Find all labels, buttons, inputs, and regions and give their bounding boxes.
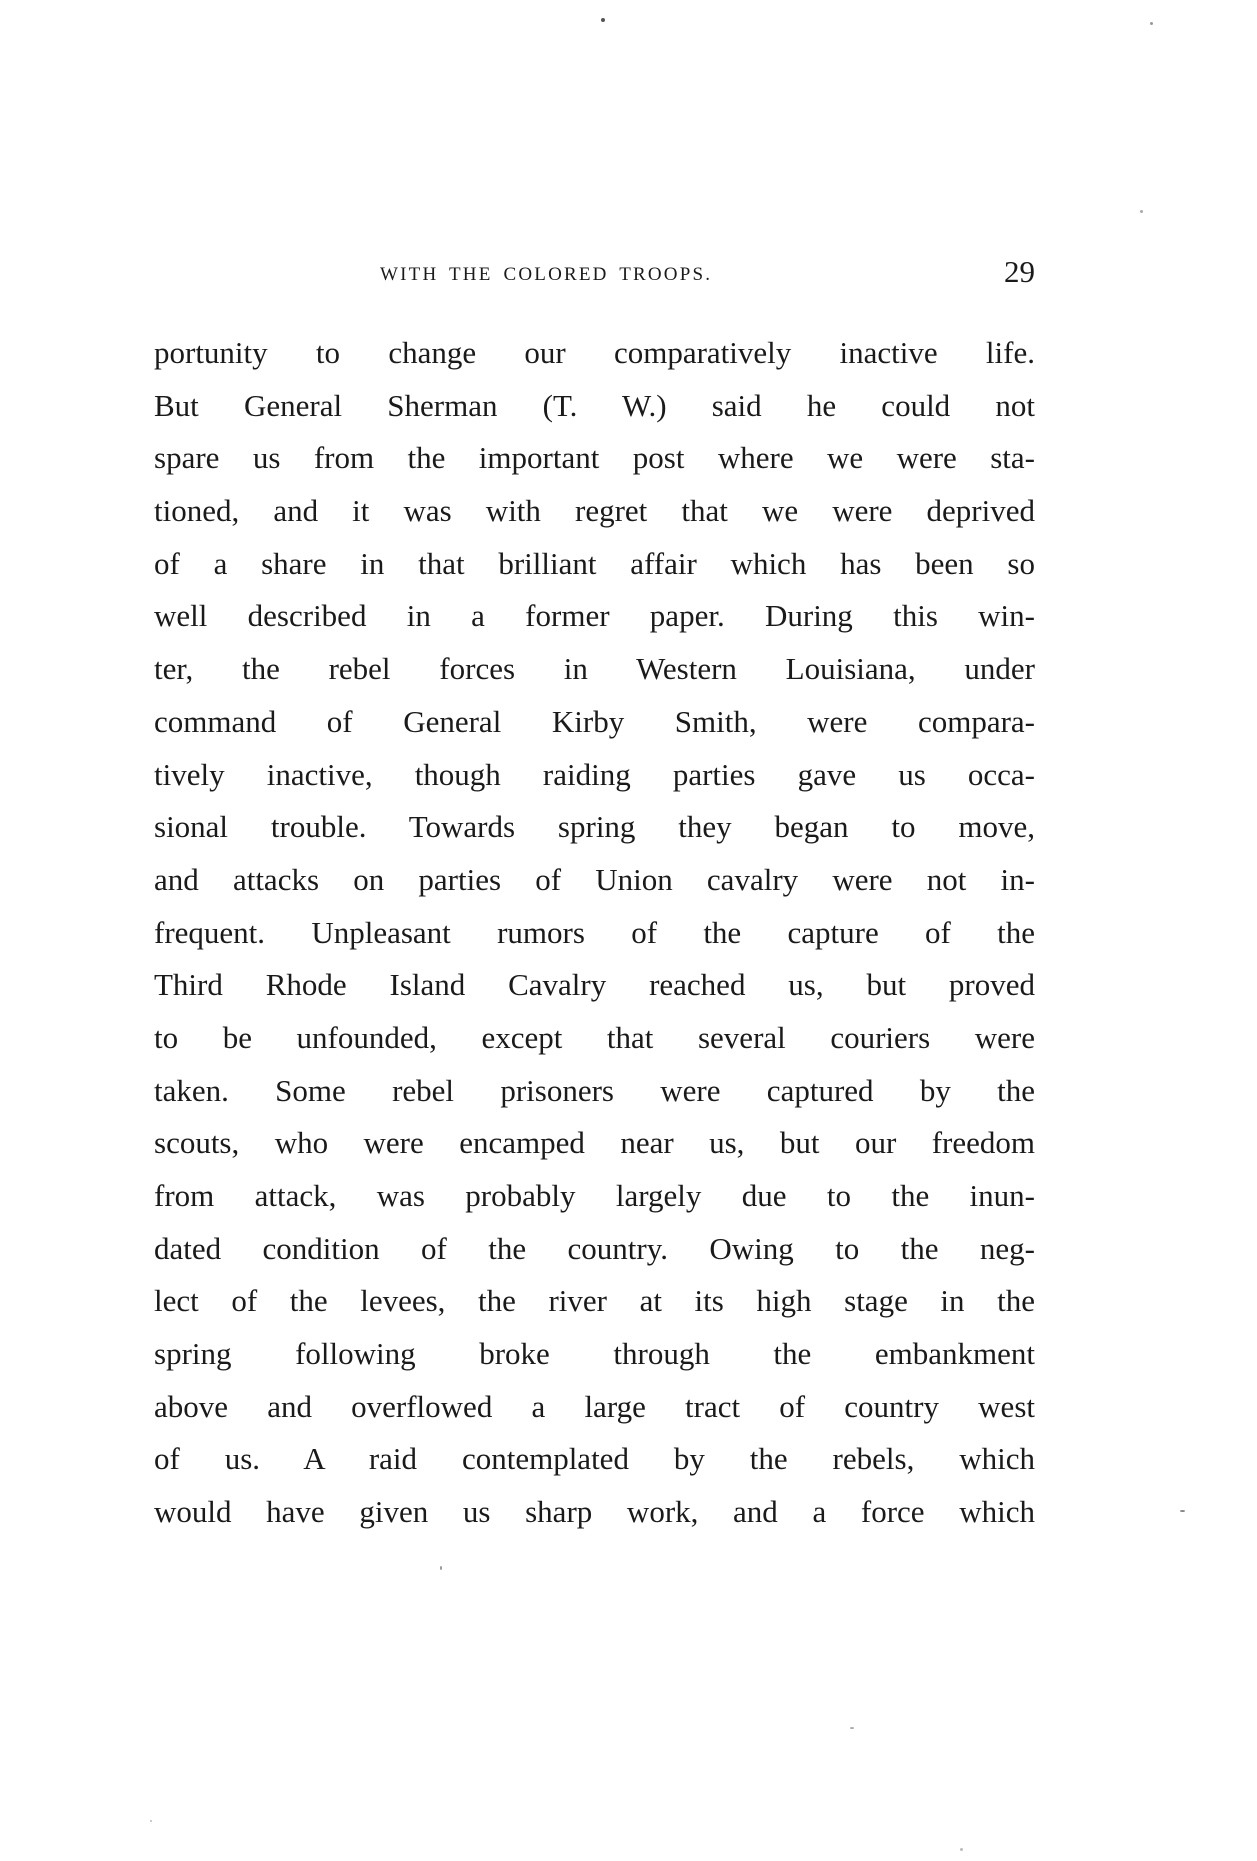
- text-line: frequent. Unpleasant rumors of the capture of the: [154, 914, 1035, 950]
- text-line: tioned, and it was with regret that we were deprived: [154, 493, 1035, 529]
- scan-speck: [150, 1820, 152, 1822]
- text-line: of a share in that brilliant affair which has been so: [154, 545, 1035, 581]
- body-text: [154, 327, 1035, 1539]
- text-line: scouts, who were encamped near us, but our freedom: [154, 1125, 1035, 1161]
- text-line: from attack, was probably largely due to the inun-: [154, 1178, 1035, 1213]
- text-line: and attacks on parties of Union cavalry were not in-: [154, 861, 1035, 897]
- text-line: dated condition of the country. Owing to the neg-: [154, 1230, 1035, 1266]
- text-line: of us. A raid contemplated by the rebels, which: [154, 1441, 1035, 1477]
- text-line: well described in a former paper. During this win-: [154, 598, 1035, 634]
- scan-speck: [1140, 210, 1143, 213]
- text-line: would have given us sharp work, and a force which: [154, 1494, 1035, 1530]
- text-line: command of General Kirby Smith, were compara-: [154, 703, 1035, 739]
- text-line: spare us from the important post where we were sta-: [154, 440, 1035, 476]
- scan-speck: [960, 1848, 963, 1851]
- running-title: WITH THE COLORED TROOPS.: [380, 264, 713, 285]
- text-line: lect of the levees, the river at its high stage in the: [154, 1283, 1035, 1319]
- text-line: spring following broke through the embankment: [154, 1336, 1035, 1372]
- scan-speck: [850, 1727, 854, 1729]
- text-line: taken. Some rebel prisoners were captured by the: [154, 1072, 1035, 1108]
- text-line: ter, the rebel forces in Western Louisiana, under: [154, 651, 1035, 687]
- text-line: above and overflowed a large tract of country west: [154, 1388, 1035, 1424]
- scan-speck: [1180, 1510, 1185, 1512]
- running-head: [150, 254, 1035, 294]
- text-line: portunity to change our comparatively inactive life.: [154, 335, 1035, 370]
- text-line: to be unfounded, except that several couriers were: [154, 1019, 1035, 1055]
- scan-speck: [601, 18, 605, 22]
- text-line: But General Sherman (T. W.) said he could not: [154, 387, 1035, 423]
- scan-speck: [1150, 22, 1153, 25]
- page-number: 29: [1004, 254, 1035, 289]
- scan-speck: [440, 1566, 442, 1570]
- text-line: sional trouble. Towards spring they began to move,: [154, 809, 1035, 845]
- text-line: tively inactive, though raiding parties gave us occa-: [154, 756, 1035, 792]
- text-line: Third Rhode Island Cavalry reached us, but proved: [154, 967, 1035, 1003]
